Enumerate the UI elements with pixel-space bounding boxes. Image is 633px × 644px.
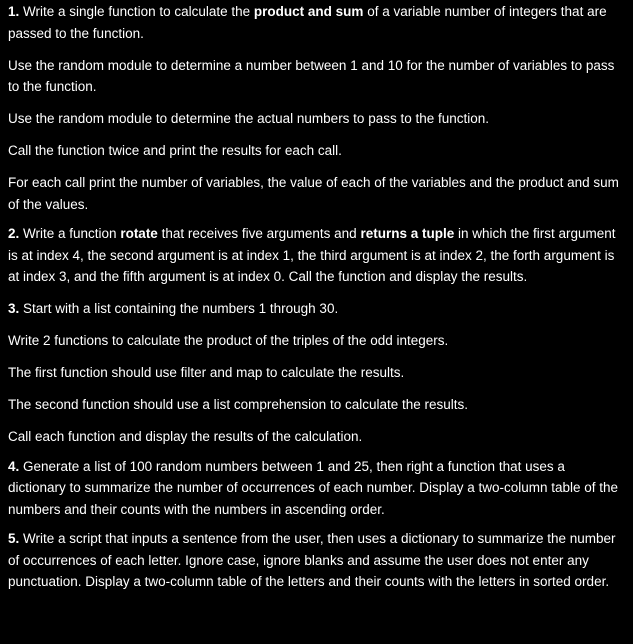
q1-paragraph-4: Call the function twice and print the results for each call. <box>8 143 342 158</box>
q4-number: 4. <box>8 458 20 474</box>
q3-paragraph-3: The first function should use filter and map to calculate the results. <box>8 365 405 380</box>
q2-text-a: Write a function <box>19 226 121 241</box>
q3-paragraph-5: Call each function and display the results of the calculation. <box>8 429 363 444</box>
q1-bold: product and sum <box>253 4 364 19</box>
q1-text-a: Write a single function to calculate the <box>23 4 254 19</box>
q1-intro <box>8 1 625 44</box>
q2-paragraph <box>8 223 625 288</box>
q1-number: 1. <box>8 4 20 19</box>
q2-bold-returns: returns a tuple <box>360 226 455 241</box>
q5-paragraph <box>8 528 625 593</box>
q3-paragraph-4: The second function should use a list comprehension to calculate the results. <box>8 397 469 412</box>
q2-text-c: in which the first argument is at index 4, the second argument is at index 1, the third argument is at index 2, the forth argument is at index 3, and the fifth argument is at index 0. Call the function and display the results. <box>8 226 616 284</box>
q3-paragraph-2: Write 2 functions to calculate the product of the triples of the odd integers. <box>8 333 449 348</box>
q1-text-b: of a variable number of integers that are passed to the function. <box>8 4 607 41</box>
q2-bold-rotate: rotate <box>120 226 158 241</box>
q1-paragraph-5: For each call print the number of variables, the value of each of the variables and the product and sum of the values. <box>8 175 619 212</box>
q1-paragraph-2: Use the random module to determine a number between 1 and 10 for the number of variables to pass to the function. <box>8 57 615 94</box>
q4-text: Generate a list of 100 random numbers between 1 and 25, then right a function that uses a dictionary to summarize the number of occurrences of each number. Display a two-column table of the numbers and their counts with the numbers in ascending order. <box>8 458 619 517</box>
q3-intro <box>8 298 625 320</box>
q3-text: Start with a list containing the numbers 1 through 30. <box>19 301 339 316</box>
q4-paragraph <box>8 456 625 521</box>
q5-number: 5. <box>8 531 20 546</box>
q5-text: Write a script that inputs a sentence from the user, then uses a dictionary to summarize the number of occurrences of each letter. Ignore case, ignore blanks and assume the user does not enter any punctuation. Display a two-column table of the letters and their counts with the letters in sorted order. <box>8 531 616 589</box>
q2-text-b: that receives five arguments and <box>157 226 361 241</box>
q3-number: 3. <box>8 301 20 316</box>
q2-number: 2. <box>8 226 20 241</box>
q1-paragraph-3: Use the random module to determine the actual numbers to pass to the function. <box>8 111 490 126</box>
